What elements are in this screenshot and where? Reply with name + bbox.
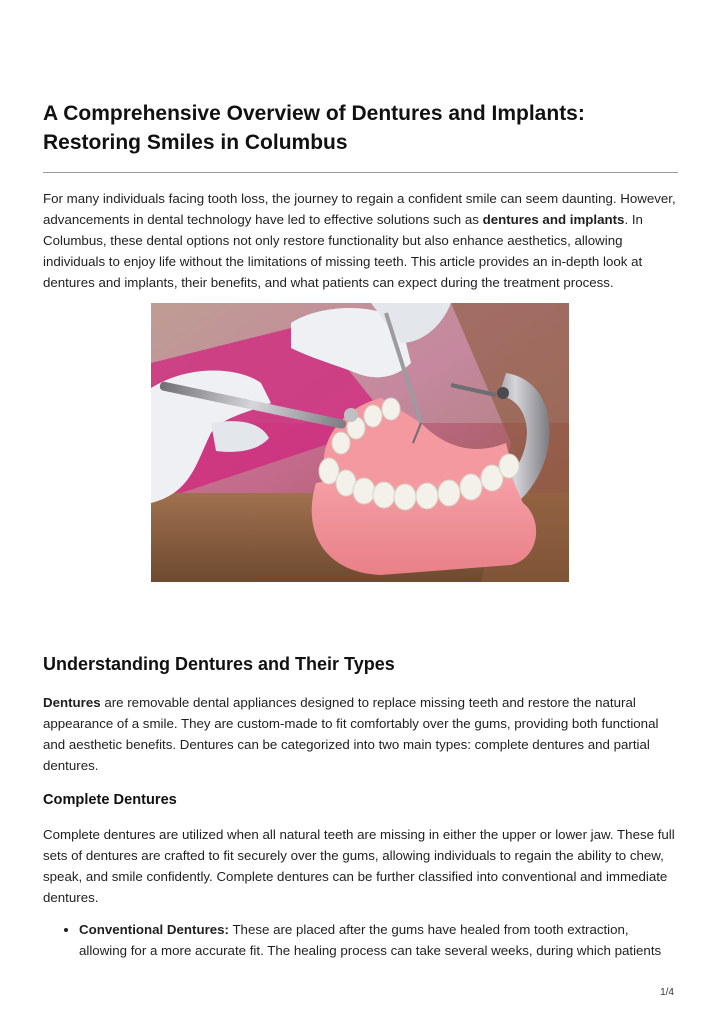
complete-dentures-paragraph: Complete dentures are utilized when all natural teeth are missing in either the upper or lower jaw. These full sets of dentures are crafted to fit securely over the gums, allowing individuals to regain the ability to chew, speak, and smile confidently. Complete dentures can be further classified into conventional and immediate dentures. — [43, 827, 675, 905]
section-heading-dentures: Understanding Dentures and Their Types — [43, 654, 395, 674]
article-title: A Comprehensive Overview of Dentures and Implants: Restoring Smiles in Columbus — [43, 102, 585, 154]
subheading-complete-dentures: Complete Dentures — [43, 792, 177, 808]
list-item-label: Conventional Dentures: — [79, 922, 229, 937]
intro-text-2: . In Columbus, these dental options not only restore functionality but also enhance aesthetics, allowing individuals to enjoy life without the limitations of missing teeth. This article provides an in-depth look at dentures and implants, their benefits, and what patients can expect during the treatment process. — [43, 212, 643, 290]
dentures-paragraph-text: are removable dental appliances designed to replace missing teeth and restore the natural appearance of a smile. They are custom-made to fit comfortably over the gums, providing both functional and aesthetic benefits. Dentures can be categorized into two main types: complete dentures and partial dentures. — [43, 695, 659, 773]
dentures-bold-term: Dentures — [43, 695, 101, 710]
list-item-text: These are placed after the gums have healed from tooth extraction, allowing for a more accurate fit. The healing process can take several weeks, during which patients — [79, 922, 662, 958]
intro-paragraph — [43, 188, 678, 293]
dentures-type-list — [43, 919, 678, 961]
list-item — [79, 919, 678, 961]
intro-bold-text: dentures and implants — [482, 212, 625, 227]
dental-model-photo — [151, 303, 569, 582]
intro-text-1: For many individuals facing tooth loss, the journey to regain a confident smile can seem daunting. However, advancements in dental technology have led to effective solutions such as — [43, 191, 676, 227]
page-number: 1/4 — [660, 987, 674, 998]
dentures-paragraph — [43, 692, 678, 776]
title-divider — [43, 172, 678, 173]
